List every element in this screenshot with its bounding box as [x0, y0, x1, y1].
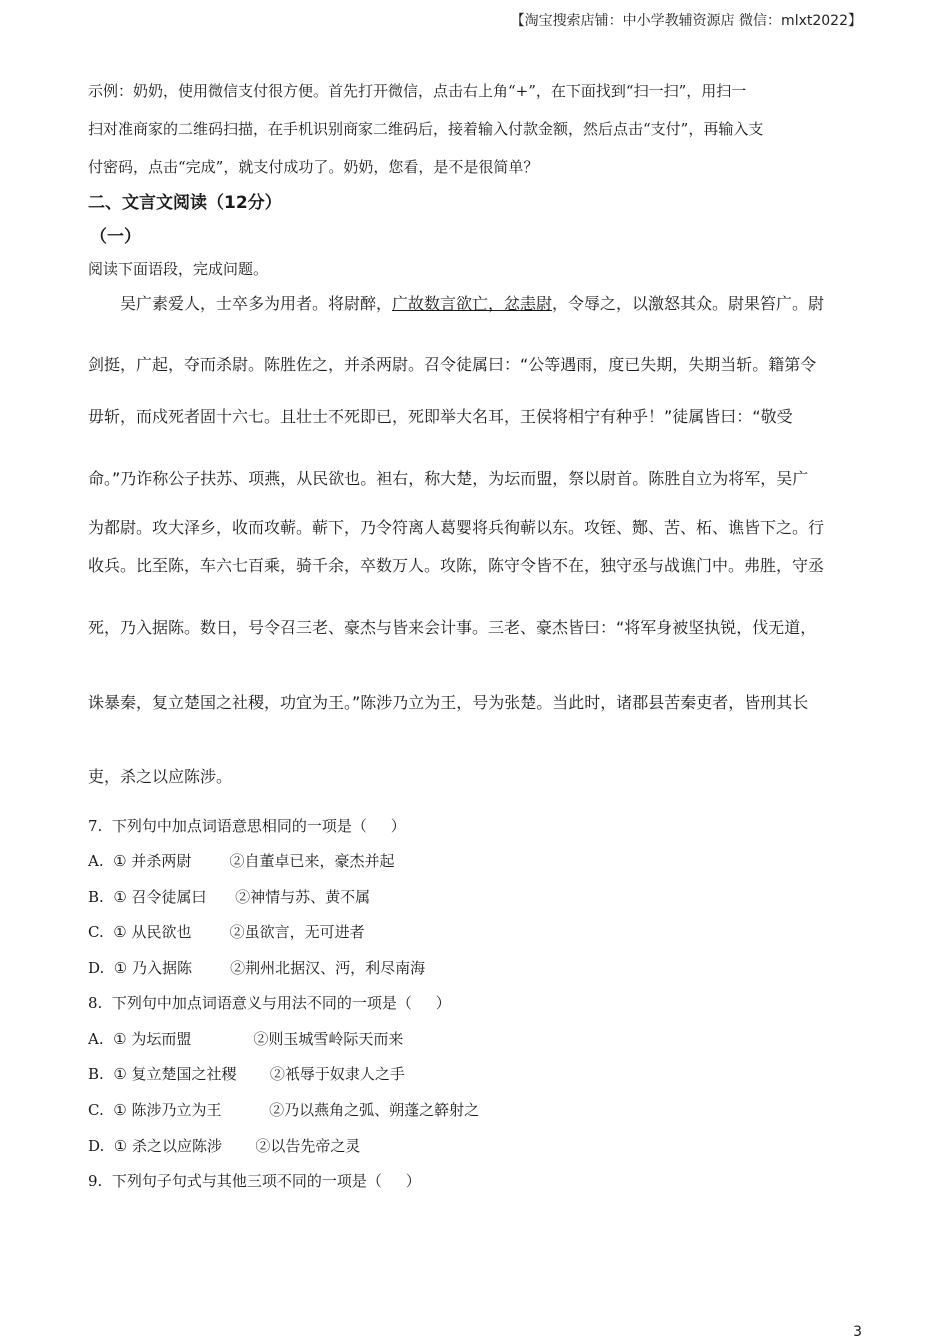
example-line-2: 扫对准商家的二维码扫描，在手机识别商家二维码后，接着输入付款金额，然后点击“支付”，再输入支 — [88, 120, 764, 138]
question-9-stem: 9. 下列句子句式与其他三项不同的一项是（ ） — [88, 1172, 421, 1190]
underlined-phrase: 广故数言欲亡，忿恚尉 — [392, 294, 553, 313]
passage-line-5: 为都尉。攻大泽乡，收而攻蕲。蕲下，乃令符离人葛婴将兵徇蕲以东。攻铚、酂、苦、柘、谯皆下之。行 — [88, 518, 825, 537]
question-7-stem: 7. 下列句中加点词语意思相同的一项是（ ） — [88, 817, 406, 835]
example-line-3: 付密码，点击“完成”，就支付成功了。奶奶，您看，是不是很简单？ — [88, 158, 539, 176]
page-header: 【淘宝搜索店铺：中小学教辅资源店 微信：mlxt2022】 — [510, 13, 862, 29]
subsection-title: （一） — [90, 227, 141, 247]
question-8-option-c: C. ① 陈涉乃立为王 ②乃以燕角之弧、朔蓬之簳射之 — [88, 1101, 480, 1119]
section-title: 二、文言文阅读（12分） — [88, 193, 282, 213]
question-8-option-d: D. ① 杀之以应陈涉 ②以告先帝之灵 — [88, 1137, 361, 1155]
question-7-option-c: C. ① 从民欲也 ②虽欲言，无可进者 — [88, 923, 365, 941]
passage-line-1 — [88, 291, 860, 314]
reading-instruction: 阅读下面语段，完成问题。 — [88, 260, 269, 278]
passage-text: 吴广素爱人，士卒多为用者。将尉醉， — [120, 294, 393, 313]
passage-line-9: 吏，杀之以应陈涉。 — [88, 767, 233, 786]
passage-line-3: 毋斩，而戍死者固十六七。且壮士不死即已，死即举大名耳，王侯将相宁有种乎！”徒属皆曰：“敬受 — [88, 407, 793, 426]
page-number: 3 — [853, 1324, 862, 1340]
question-8-option-b: B. ① 复立楚国之社稷 ②衹辱于奴隶人之手 — [88, 1065, 405, 1083]
example-line-1: 示例：奶奶，使用微信支付很方便。首先打开微信，点击右上角“+”，在下面找到“扫一扫”，用扫一 — [88, 82, 747, 100]
passage-text: ，令辱之，以激怒其众。尉果笞广。尉 — [552, 294, 825, 313]
question-8-option-a: A. ① 为坛而盟 ②则玉城雪岭际天而来 — [88, 1030, 404, 1048]
passage-line-8: 诛暴秦，复立楚国之社稷，功宜为王。”陈涉乃立为王，号为张楚。当此时，诸郡县苦秦吏者，皆刑其长 — [88, 693, 809, 712]
question-8-stem: 8. 下列句中加点词语意义与用法不同的一项是（ ） — [88, 994, 451, 1012]
question-7-option-a: A. ① 并杀两尉 ②自董卓已来，豪杰并起 — [88, 852, 395, 870]
passage-line-7: 死，乃入据陈。数日，号令召三老、豪杰与皆来会计事。三老、豪杰皆曰：“将军身被坚执锐，伐无道， — [88, 618, 817, 637]
question-7-option-d: D. ① 乃入据陈 ②荆州北据汉、沔，利尽南海 — [88, 959, 426, 977]
passage-line-2: 剑挺，广起，夺而杀尉。陈胜佐之，并杀两尉。召令徒属曰：“公等遇雨，度已失期，失期当斩。籍第令 — [88, 355, 817, 374]
question-7-option-b: B. ① 召令徒属曰 ②神情与苏、黄不属 — [88, 888, 371, 906]
passage-line-4: 命。”乃诈称公子扶苏、项燕，从民欲也。袒右，称大楚，为坛而盟，祭以尉首。陈胜自立为将军，吴广 — [88, 469, 809, 488]
passage-line-6: 收兵。比至陈，车六七百乘，骑千余，卒数万人。攻陈，陈守令皆不在，独守丞与战谯门中。弗胜，守丞 — [88, 556, 825, 575]
